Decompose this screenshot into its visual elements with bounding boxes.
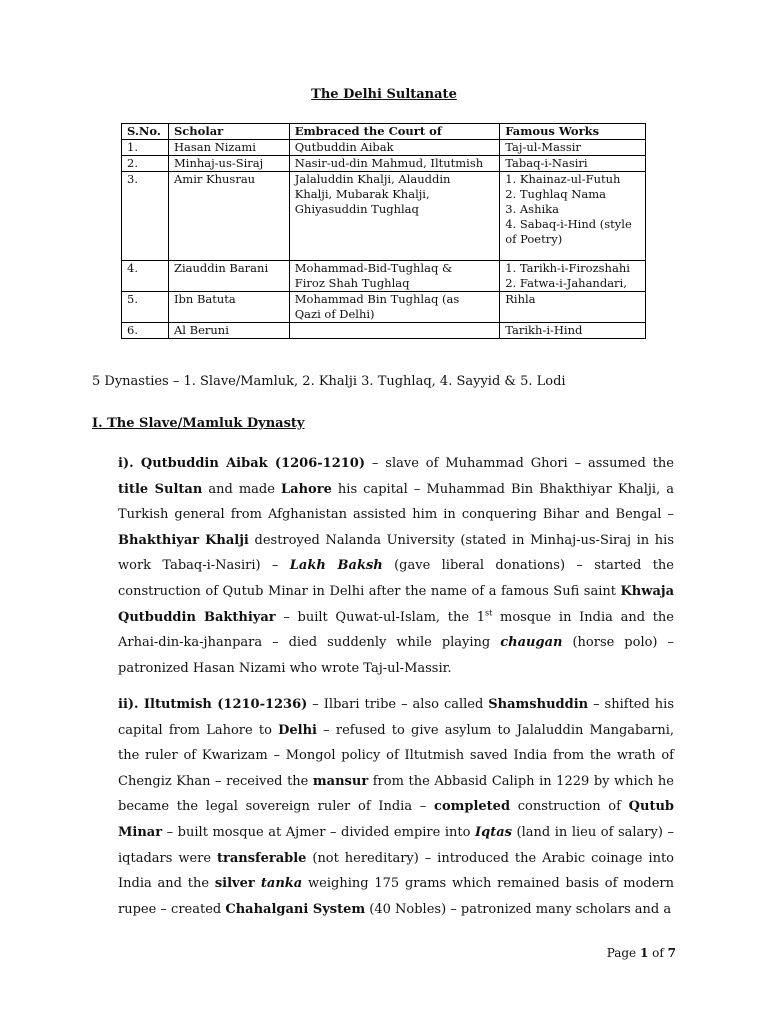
court-line: Nasir-ud-din Mahmud, Iltutmish xyxy=(294,156,484,170)
header-scholar: Scholar xyxy=(168,124,289,140)
works-line: Tarikh-i-Hind xyxy=(505,323,583,337)
emphasis: Khwaja Qutbuddin Bakthiyar xyxy=(118,583,674,625)
works-line: 3. Ashika xyxy=(505,202,559,216)
text-run: weighing 175 grams which remained basis of modern rupee – created xyxy=(118,876,674,917)
emphasis: mansur xyxy=(312,773,369,789)
page-total: 7 xyxy=(667,946,676,960)
works-line: 2. Fatwa-i-Jahandari, xyxy=(505,276,627,290)
table-header-row xyxy=(122,124,646,140)
emphasis: Qutub Minar xyxy=(118,799,674,840)
cell-works xyxy=(500,156,646,172)
dynasties-line: 5 Dynasties – 1. Slave/Mamluk, 2. Khalji 3. Tughlaq, 4. Sayyid & 5. Lodi xyxy=(92,374,566,389)
page-number xyxy=(607,946,676,960)
cell-court xyxy=(289,261,500,292)
court-line: Mohammad Bin Tughlaq (as xyxy=(294,292,460,306)
emphasis: silver xyxy=(214,876,261,892)
table-row xyxy=(122,261,646,292)
table-row xyxy=(122,140,646,156)
cell-scholar: Ibn Batuta xyxy=(168,292,289,323)
page-current: 1 xyxy=(639,946,649,960)
ruler-heading: i). Qutbuddin Aibak (1206-1210) xyxy=(118,456,365,471)
cell-scholar: Amir Khusrau xyxy=(168,172,289,261)
text-run: – shifted his capital from Lahore to xyxy=(118,697,674,738)
page-of: of xyxy=(648,946,668,960)
emphasis: title Sultan xyxy=(118,481,203,497)
cell-scholar: Al Beruni xyxy=(168,323,289,339)
cell-works xyxy=(500,261,646,292)
court-line: Mohammad-Bid-Tughlaq & xyxy=(294,261,453,275)
emphasis: Shamshuddin xyxy=(488,697,589,712)
court-line: Qazi of Delhi) xyxy=(294,307,375,321)
section-heading: I. The Slave/Mamluk Dynasty xyxy=(92,416,305,431)
court-line: Ghiyasuddin Tughlaq xyxy=(294,202,419,216)
ruler-heading: ii). Iltutmish (1210-1236) xyxy=(118,697,308,712)
cell-sno: 2. xyxy=(122,156,169,172)
emphasis: Chahalgani System xyxy=(225,901,366,917)
text-run: from the Abbasid Caliph in 1229 by which he became the legal sovereign ruler of India – xyxy=(118,773,674,815)
table-row xyxy=(122,292,646,323)
header-sno: S.No. xyxy=(122,124,169,140)
cell-court xyxy=(289,156,500,172)
works-line: Tabaq-i-Nasiri xyxy=(505,156,588,170)
text-run: – slave of Muhammad Ghori – assumed the xyxy=(364,456,674,471)
court-line: Jalaluddin Khalji, Alauddin xyxy=(294,172,451,186)
paragraph-iltutmish xyxy=(118,692,674,922)
cell-scholar: Ziauddin Barani xyxy=(168,261,289,292)
cell-sno: 5. xyxy=(122,292,169,323)
cell-works xyxy=(500,140,646,156)
works-line: of Poetry) xyxy=(505,232,563,246)
court-line: Khalji, Mubarak Khalji, xyxy=(294,187,430,201)
cell-court xyxy=(289,172,500,261)
works-line: 1. Tarikh-i-Firozshahi xyxy=(505,261,630,275)
emphasis: Lakh Baksh xyxy=(289,558,383,574)
works-line: 2. Tughlaq Nama xyxy=(505,187,606,201)
emphasis: completed xyxy=(434,799,511,815)
cell-works xyxy=(500,172,646,261)
cell-sno: 3. xyxy=(122,172,169,261)
text-run: (land in lieu of salary) – iqtadars were xyxy=(118,824,674,866)
text-run: (40 Nobles) – patronized many scholars and a xyxy=(365,901,672,917)
text-run: destroyed Nalanda University (stated in Minhaj-us-Siraj in his work Tabaq-i-Nasiri) – xyxy=(118,532,675,574)
text-run: mosque in India and the Arhai-din-ka-jhanpara – died suddenly while playing xyxy=(118,609,674,651)
cell-sno: 1. xyxy=(122,140,169,156)
text-run: (gave liberal donations) – started the construction of Qutub Minar in Delhi after the name of a famous Sufi saint xyxy=(118,558,674,599)
works-line: 1. Khainaz-ul-Futuh xyxy=(505,172,621,186)
cell-court xyxy=(289,292,500,323)
text-run: his capital – Muhammad Bin Bhakthiyar Khalji, a Turkish general from Afghanistan assisted him in conquering Bihar and Bengal – xyxy=(118,481,675,523)
cell-works xyxy=(500,292,646,323)
paragraph-qutbuddin-aibak xyxy=(118,451,674,681)
text-run: (horse polo) – patronized Hasan Nizami who wrote Taj-ul-Massir. xyxy=(118,635,674,676)
cell-court xyxy=(289,323,500,339)
text-run: – built Quwat-ul-Islam, the 1 xyxy=(275,609,485,625)
text-run: (not hereditary) – introduced the Arabic coinage into India and the xyxy=(118,850,674,892)
court-line: Firoz Shah Tughlaq xyxy=(294,276,410,290)
table-row xyxy=(122,172,646,261)
header-court: Embraced the Court of xyxy=(289,124,500,140)
court-line: Qutbuddin Aibak xyxy=(294,140,394,154)
cell-works xyxy=(500,323,646,339)
text-run: – Ilbari tribe – also called xyxy=(307,697,489,712)
emphasis: chaugan xyxy=(500,635,563,651)
text-run: – refused to give asylum to Jalaluddin Mangabarni, the ruler of Kwarizam – Mongol policy of Iltutmish saved India from the wrath of Chengiz Khan – received the xyxy=(118,722,674,789)
emphasis: tanka xyxy=(260,876,303,892)
text-run: and made xyxy=(202,481,282,497)
emphasis: Lahore xyxy=(281,481,332,497)
cell-scholar: Minhaj-us-Siraj xyxy=(168,156,289,172)
superscript: st xyxy=(485,608,493,618)
works-line: 4. Sabaq-i-Hind (style xyxy=(505,217,632,231)
cell-court xyxy=(289,140,500,156)
emphasis: Iqtas xyxy=(475,824,512,840)
page-title: The Delhi Sultanate xyxy=(311,87,457,102)
page-label: Page xyxy=(606,946,640,960)
text-run: construction of xyxy=(510,799,629,815)
emphasis: transferable xyxy=(216,850,307,866)
cell-scholar: Hasan Nizami xyxy=(168,140,289,156)
cell-sno: 4. xyxy=(122,261,169,292)
works-line: Taj-ul-Massir xyxy=(505,140,581,154)
table-row xyxy=(122,156,646,172)
cell-sno: 6. xyxy=(122,323,169,339)
table-row xyxy=(122,323,646,339)
text-run: – built mosque at Ajmer – divided empire into xyxy=(162,824,476,840)
header-works: Famous Works xyxy=(500,124,646,140)
emphasis: Bhakthiyar Khalji xyxy=(118,532,249,548)
works-line: Rihla xyxy=(505,292,536,306)
scholars-table xyxy=(121,123,646,339)
emphasis: Delhi xyxy=(278,722,317,738)
